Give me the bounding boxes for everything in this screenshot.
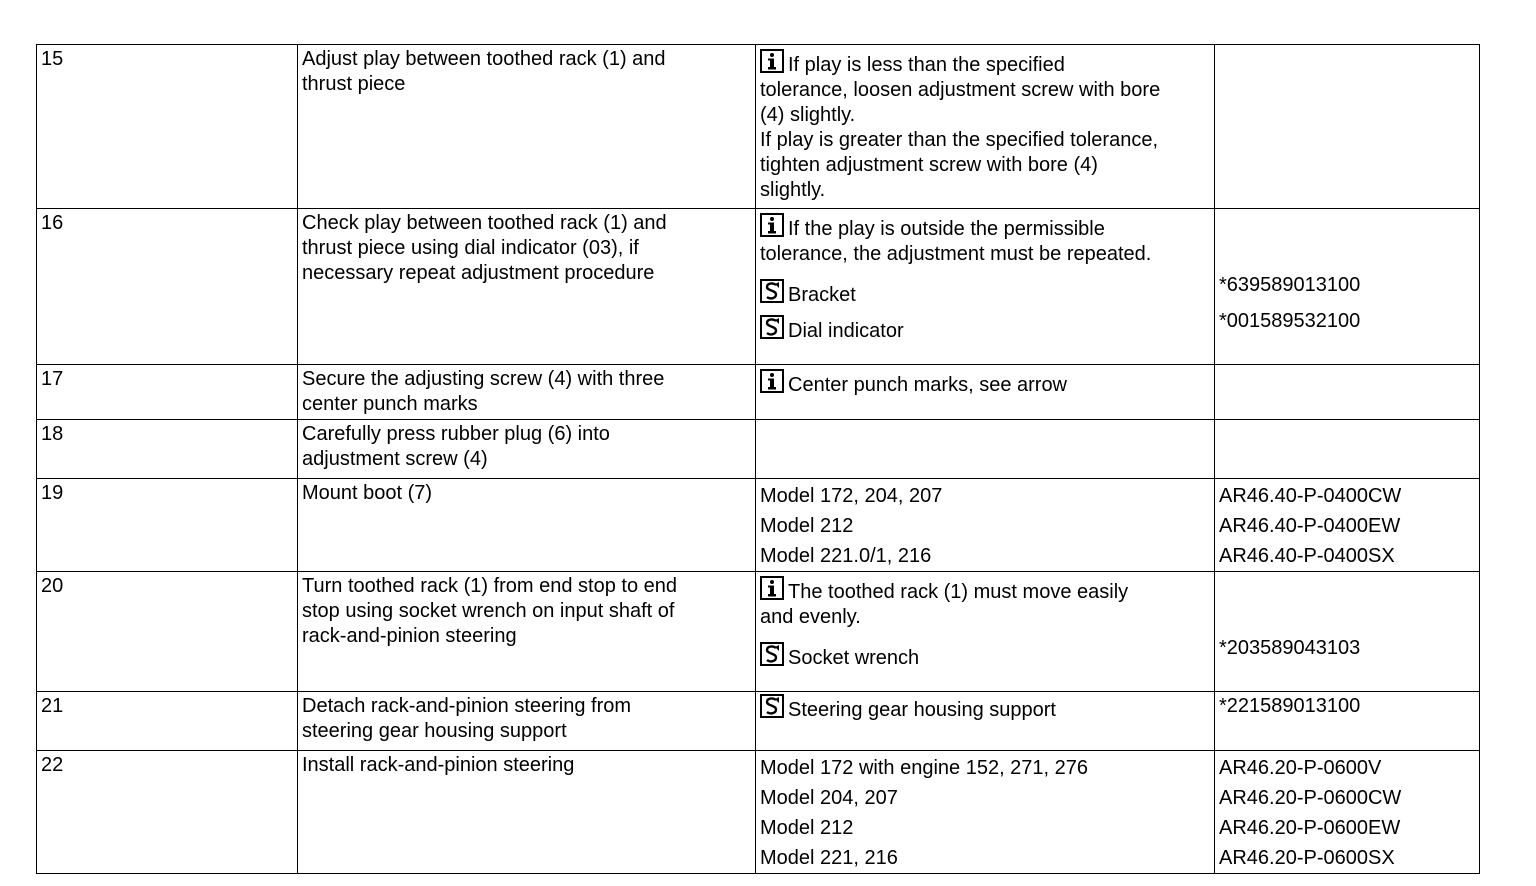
step-number-cell [37, 365, 298, 420]
step-number-cell [37, 209, 298, 365]
step-number: 16 [41, 212, 64, 234]
spacer [1219, 599, 1475, 624]
note-line: tolerance, loosen adjustment screw with bore [760, 79, 1161, 101]
table-row [37, 751, 1480, 874]
tool-part-number: *001589532100 [1219, 310, 1361, 332]
spacer [1219, 261, 1475, 273]
action-line: stop using socket wrench on input shaft of [302, 600, 675, 622]
action-line: Install rack-and-pinion steering [302, 754, 575, 776]
note-line: and evenly. [760, 606, 861, 628]
spacer [1219, 574, 1475, 599]
tool-name: Bracket [788, 284, 856, 306]
notes-cell [756, 751, 1215, 874]
action-line: thrust piece using dial indicator (03), if [302, 237, 639, 259]
note-line: tighten adjustment screw with bore (4) [760, 154, 1098, 176]
action-line: steering gear housing support [302, 720, 567, 742]
reference-cell [1215, 209, 1480, 365]
action-cell [298, 751, 756, 874]
notes-cell [756, 420, 1215, 479]
tool-name: Socket wrench [788, 647, 920, 669]
notes-cell [756, 572, 1215, 692]
note-line: Center punch marks, see arrow [788, 374, 1068, 396]
special-tool-icon [760, 694, 784, 718]
note-line: (4) slightly. [760, 104, 856, 126]
info-icon [760, 49, 784, 73]
step-number: 21 [41, 695, 64, 717]
step-number: 20 [41, 575, 64, 597]
special-tool-icon [760, 279, 784, 303]
note-first-line [760, 576, 1210, 605]
model-line: Model 212 [760, 817, 854, 839]
procedure-table [36, 44, 1480, 874]
model-line: Model 172 with engine 152, 271, 276 [760, 757, 1089, 779]
document-reference: AR46.20-P-0600V [1219, 757, 1382, 779]
step-number-cell [37, 45, 298, 209]
note-line: slightly. [760, 179, 826, 201]
table-row [37, 572, 1480, 692]
note-first-line [760, 49, 1210, 78]
reference-cell [1215, 420, 1480, 479]
step-number: 17 [41, 368, 64, 390]
model-line: Model 221, 216 [760, 847, 898, 869]
tool-name: Steering gear housing support [788, 699, 1056, 721]
tool-name: Dial indicator [788, 320, 904, 342]
spacer [760, 630, 1210, 642]
action-cell [298, 692, 756, 751]
notes-cell [756, 365, 1215, 420]
table-row [37, 45, 1480, 209]
document-reference: AR46.40-P-0400CW [1219, 485, 1402, 507]
model-line: Model 204, 207 [760, 787, 898, 809]
reference-cell [1215, 479, 1480, 572]
reference-cell [1215, 365, 1480, 420]
tool-line [760, 279, 1210, 315]
action-line: adjustment screw (4) [302, 448, 488, 470]
step-number-cell [37, 692, 298, 751]
action-line: Adjust play between toothed rack (1) and [302, 48, 666, 70]
action-line: Detach rack-and-pinion steering from [302, 695, 632, 717]
tool-part-number: *221589013100 [1219, 695, 1361, 717]
step-number-cell [37, 420, 298, 479]
step-number: 22 [41, 754, 64, 776]
tool-line [760, 694, 1210, 730]
action-cell [298, 420, 756, 479]
model-line: Model 212 [760, 515, 854, 537]
step-number: 18 [41, 423, 64, 445]
action-line: Mount boot (7) [302, 482, 433, 504]
action-line: Secure the adjusting screw (4) with three [302, 368, 665, 390]
info-icon [760, 369, 784, 393]
action-line: thrust piece [302, 73, 406, 95]
model-line: Model 172, 204, 207 [760, 485, 943, 507]
document-reference: AR46.20-P-0600SX [1219, 847, 1395, 869]
note-line: The toothed rack (1) must move easily [788, 581, 1129, 603]
note-first-line [760, 369, 1210, 398]
action-cell [298, 365, 756, 420]
document-reference: AR46.40-P-0400SX [1219, 545, 1395, 567]
action-line: Turn toothed rack (1) from end stop to end [302, 575, 678, 597]
reference-cell [1215, 751, 1480, 874]
note-line: If the play is outside the permissible [788, 218, 1105, 240]
note-line: If play is less than the specified [788, 54, 1065, 76]
action-cell [298, 479, 756, 572]
model-line: Model 221.0/1, 216 [760, 545, 932, 567]
table-row [37, 420, 1480, 479]
spacer [760, 267, 1210, 279]
table-row [37, 479, 1480, 572]
table-row [37, 365, 1480, 420]
step-number-cell [37, 572, 298, 692]
action-cell [298, 45, 756, 209]
reference-cell [1215, 45, 1480, 209]
spacer [1219, 624, 1475, 636]
notes-cell [756, 45, 1215, 209]
notes-cell [756, 479, 1215, 572]
reference-cell [1215, 572, 1480, 692]
action-cell [298, 572, 756, 692]
notes-cell [756, 209, 1215, 365]
action-line: Carefully press rubber plug (6) into [302, 423, 610, 445]
action-line: center punch marks [302, 393, 478, 415]
reference-cell [1215, 692, 1480, 751]
tool-line [760, 642, 1210, 678]
tool-line [760, 315, 1210, 351]
tool-part-number: *203589043103 [1219, 637, 1361, 659]
document-reference: AR46.20-P-0600EW [1219, 817, 1401, 839]
tool-part-number: *639589013100 [1219, 274, 1361, 296]
note-line: tolerance, the adjustment must be repeated. [760, 243, 1152, 265]
step-number-cell [37, 751, 298, 874]
notes-cell [756, 692, 1215, 751]
step-number-cell [37, 479, 298, 572]
special-tool-icon [760, 642, 784, 666]
document-reference: AR46.20-P-0600CW [1219, 787, 1402, 809]
note-first-line [760, 213, 1210, 242]
info-icon [760, 213, 784, 237]
info-icon [760, 576, 784, 600]
table-row [37, 692, 1480, 751]
table-row [37, 209, 1480, 365]
step-number: 15 [41, 48, 64, 70]
step-number: 19 [41, 482, 64, 504]
action-line: necessary repeat adjustment procedure [302, 262, 655, 284]
action-line: rack-and-pinion steering [302, 625, 517, 647]
document-reference: AR46.40-P-0400EW [1219, 515, 1401, 537]
note-line: If play is greater than the specified tolerance, [760, 129, 1159, 151]
spacer [1219, 236, 1475, 261]
procedure-table-body [37, 45, 1480, 874]
action-line: Check play between toothed rack (1) and [302, 212, 667, 234]
spacer [1219, 211, 1475, 236]
action-cell [298, 209, 756, 365]
special-tool-icon [760, 315, 784, 339]
